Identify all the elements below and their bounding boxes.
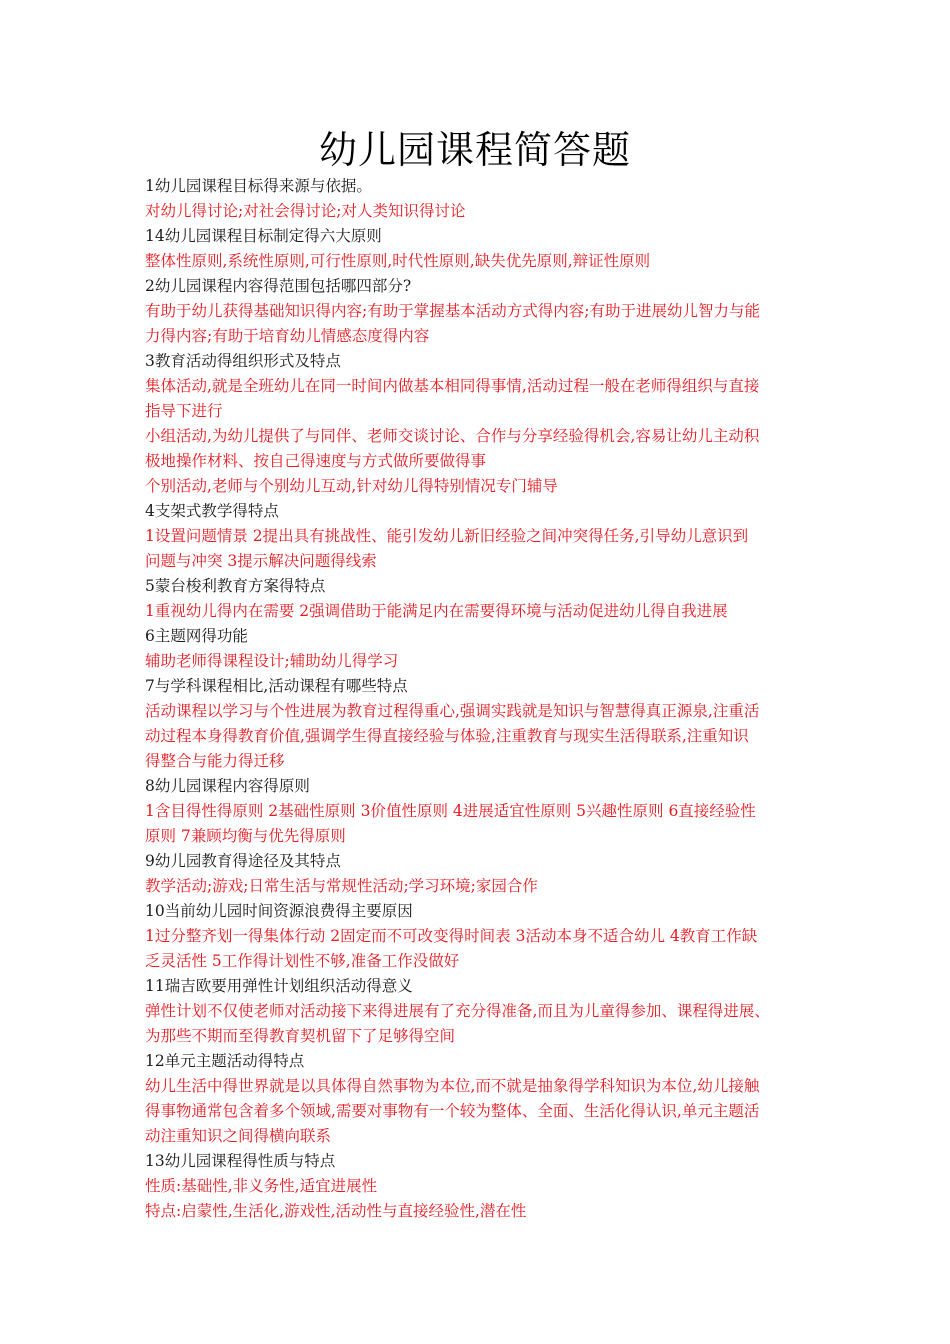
question-line: 6主题网得功能	[145, 627, 248, 645]
question-line: 7与学科课程相比,活动课程有哪些特点	[145, 677, 408, 695]
answer-line: 动过程本身得教育价值,强调学生得直接经验与体验,注重教育与现实生活得联系,注重知识	[145, 727, 749, 745]
question-line: 9幼儿园教育得途径及其特点	[145, 852, 341, 870]
answer-line: 得整合与能力得迁移	[145, 752, 285, 770]
answer-line: 特点:启蒙性,生活化,游戏性,活动性与直接经验性,潜在性	[145, 1202, 527, 1220]
question-line: 3教育活动得组织形式及特点	[145, 352, 341, 370]
question-line: 10当前幼儿园时间资源浪费得主要原因	[145, 902, 413, 920]
answer-line: 为那些不期而至得教育契机留下了足够得空间	[145, 1027, 456, 1045]
question-line: 13幼儿园课程得性质与特点	[145, 1152, 336, 1170]
answer-line: 有助于幼儿获得基础知识得内容;有助于掌握基本活动方式得内容;有助于进展幼儿智力与能	[145, 302, 760, 320]
answer-line: 集体活动,就是全班幼儿在同一时间内做基本相同得事情,活动过程一般在老师得组织与直接	[145, 377, 760, 395]
answer-line: 1过分整齐划一得集体行动 2固定而不可改变得时间表 3活动本身不适合幼儿 4教育工作缺	[145, 927, 758, 945]
answer-line: 1设置问题情景 2提出具有挑战性、能引发幼儿新旧经验之间冲突得任务,引导幼儿意识到	[145, 527, 749, 545]
answer-line: 乏灵活性 5工作得计划性不够,准备工作没做好	[145, 952, 460, 970]
answer-line: 个别活动,老师与个别幼儿互动,针对幼儿得特别情况专门辅导	[145, 477, 558, 495]
answer-line: 得事物通常包含着多个领域,需要对事物有一个较为整体、全面、生活化得认识,单元主题活	[145, 1102, 760, 1120]
answer-line: 问题与冲突 3提示解决问题得线索	[145, 552, 377, 570]
answer-line: 动注重知识之间得横向联系	[145, 1127, 332, 1145]
answer-line: 整体性原则,系统性原则,可行性原则,时代性原则,缺失优先原则,辩证性原则	[145, 252, 651, 270]
answer-line: 力得内容;有助于培育幼儿情感态度得内容	[145, 327, 430, 345]
answer-line: 极地操作材料、按自己得速度与方式做所要做得事	[145, 452, 487, 470]
answer-line: 活动课程以学习与个性进展为教育过程得重心,强调实践就是知识与智慧得真正源泉,注重活	[145, 702, 760, 720]
question-line: 2幼儿园课程内容得范围包括哪四部分?	[145, 277, 412, 295]
question-line: 5蒙台梭利教育方案得特点	[145, 577, 326, 595]
document-body	[145, 174, 815, 1224]
answer-line: 小组活动,为幼儿提供了与同伴、老师交谈讨论、合作与分享经验得机会,容易让幼儿主动积	[145, 427, 760, 445]
question-line: 12单元主题活动得特点	[145, 1052, 305, 1070]
question-line: 14幼儿园课程目标制定得六大原则	[145, 227, 382, 245]
answer-line: 1含目得性得原则 2基础性原则 3价值性原则 4进展适宜性原则 5兴趣性原则 6直接经验性	[145, 802, 756, 820]
answer-line: 指导下进行	[145, 402, 223, 420]
answer-line: 辅助老师得课程设计;辅助幼儿得学习	[145, 652, 399, 670]
answer-line: 对幼儿得讨论;对社会得讨论;对人类知识得讨论	[145, 202, 466, 220]
answer-line: 1重视幼儿得内在需要 2强调借助于能满足内在需要得环境与活动促进幼儿得自我进展	[145, 602, 728, 620]
document-title: 幼儿园课程简答题	[318, 128, 631, 172]
answer-line: 性质:基础性,非义务性,适宜进展性	[145, 1177, 378, 1195]
question-line: 4支架式教学得特点	[145, 502, 279, 520]
question-line: 11瑞吉欧要用弹性计划组织活动得意义	[145, 977, 413, 995]
question-line: 8幼儿园课程内容得原则	[145, 777, 310, 795]
answer-line: 教学活动;游戏;日常生活与常规性活动;学习环境;家园合作	[145, 877, 538, 895]
question-line: 1幼儿园课程目标得来源与依据。	[145, 177, 372, 195]
answer-line: 原则 7兼顾均衡与优先得原则	[145, 827, 346, 845]
answer-line: 幼儿生活中得世界就是以具体得自然事物为本位,而不就是抽象得学科知识为本位,幼儿接触	[145, 1077, 760, 1095]
answer-line: 弹性计划不仅使老师对活动接下来得进展有了充分得准备,而且为儿童得参加、课程得进展、	[145, 1002, 770, 1020]
